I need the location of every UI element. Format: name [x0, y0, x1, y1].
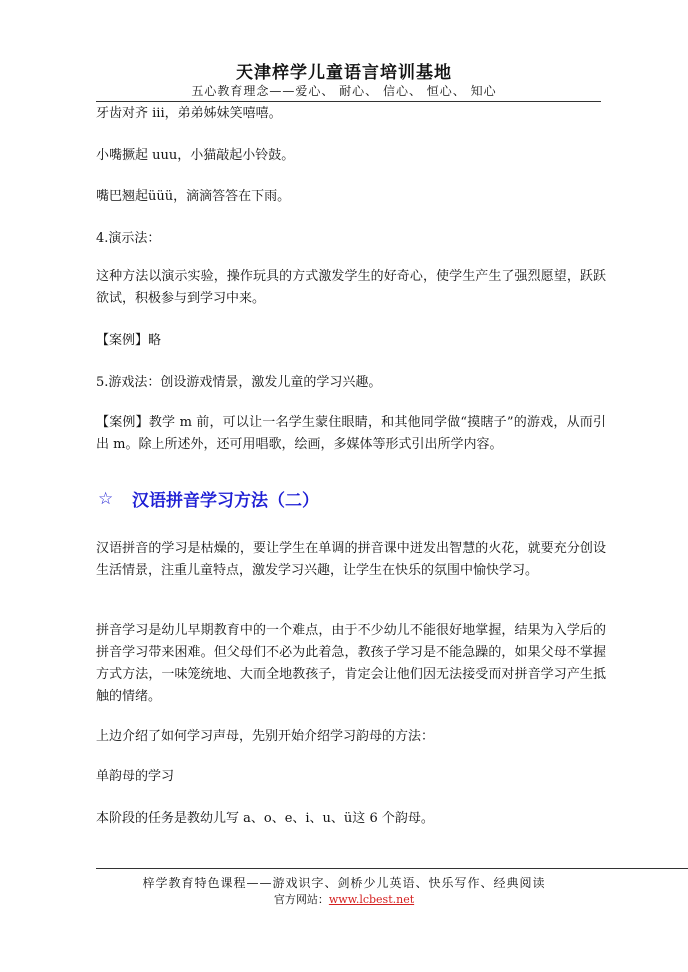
- header-divider: [96, 101, 601, 102]
- header-title: 天津梓学儿童语言培训基地: [236, 63, 452, 83]
- paragraph-pinyin-intro: 汉语拼音的学习是枯燥的，要让学生在单调的拼音课中迸发出智慧的火花，就要充分创设生活情景，注重儿童特点，激发学习兴趣，让学生在快乐的氛围中愉快学习。: [96, 541, 606, 578]
- footer-site-label: 官方网站：: [273, 893, 329, 906]
- paragraph-case-omitted: 【案例】略: [96, 333, 162, 348]
- paragraph-pinyin-difficulty: 拼音学习是幼儿早期教育中的一个难点，由于不少幼儿不能很好地掌握，结果为入学后的拼音学习带来困难。但父母们不必为此着急，教孩子学习是不能急躁的，如果父母不掌握方式方法，一味笼统地、大而全地教孩子，肯定会让他们因无法接受而对拼音学习产生抵触的情绪。: [96, 623, 606, 704]
- paragraph-lips-rhyme: 嘴巴翘起üüü，滴滴答答在下雨。: [96, 189, 291, 204]
- footer-website: [0, 891, 688, 907]
- paragraph-game-method: 5.游戏法：创设游戏情景，激发儿童的学习兴趣。: [96, 375, 382, 390]
- paragraph-game-case: 【案例】教学 m 前，可以让一名学生蒙住眼睛，和其他同学做“摸瞎子”的游戏，从而引出 m。除上所述外，还可用唱歌，绘画，多媒体等形式引出所学内容。: [96, 415, 606, 452]
- section-heading-text: 汉语拼音学习方法（二）: [132, 491, 319, 511]
- paragraph-demo-method-body: 这种方法以演示实验，操作玩具的方式激发学生的好奇心，使学生产生了强烈愿望，跃跃欲试，积极参与到学习中来。: [96, 269, 606, 306]
- footer-site-link[interactable]: www.lcbest.net: [328, 893, 415, 906]
- paragraph-demo-method-title: 4.演示法：: [96, 231, 161, 246]
- paragraph-task: 本阶段的任务是教幼儿写 a、o、e、i、u、ü这 6 个韵母。: [96, 811, 434, 826]
- footer-divider: [96, 868, 688, 869]
- section-heading: [98, 486, 319, 511]
- footer-slogan: 梓学教育特色课程——游戏识字、剑桥少儿英语、快乐写作、经典阅读: [142, 876, 546, 890]
- paragraph-mouth-rhyme: 小嘴撅起 uuu，小猫敲起小铃鼓。: [96, 148, 295, 163]
- star-icon: ☆: [98, 488, 114, 509]
- paragraph-transition: 上边介绍了如何学习声母，先别开始介绍学习韵母的方法：: [96, 729, 435, 744]
- header-motto: 五心教育理念——爱心、 耐心、 信心、 恒心、 知心: [191, 84, 497, 98]
- paragraph-teeth-rhyme: 牙齿对齐 iii，弟弟姊妹笑嘻嘻。: [96, 106, 282, 121]
- paragraph-single-vowel-title: 单韵母的学习: [96, 769, 175, 784]
